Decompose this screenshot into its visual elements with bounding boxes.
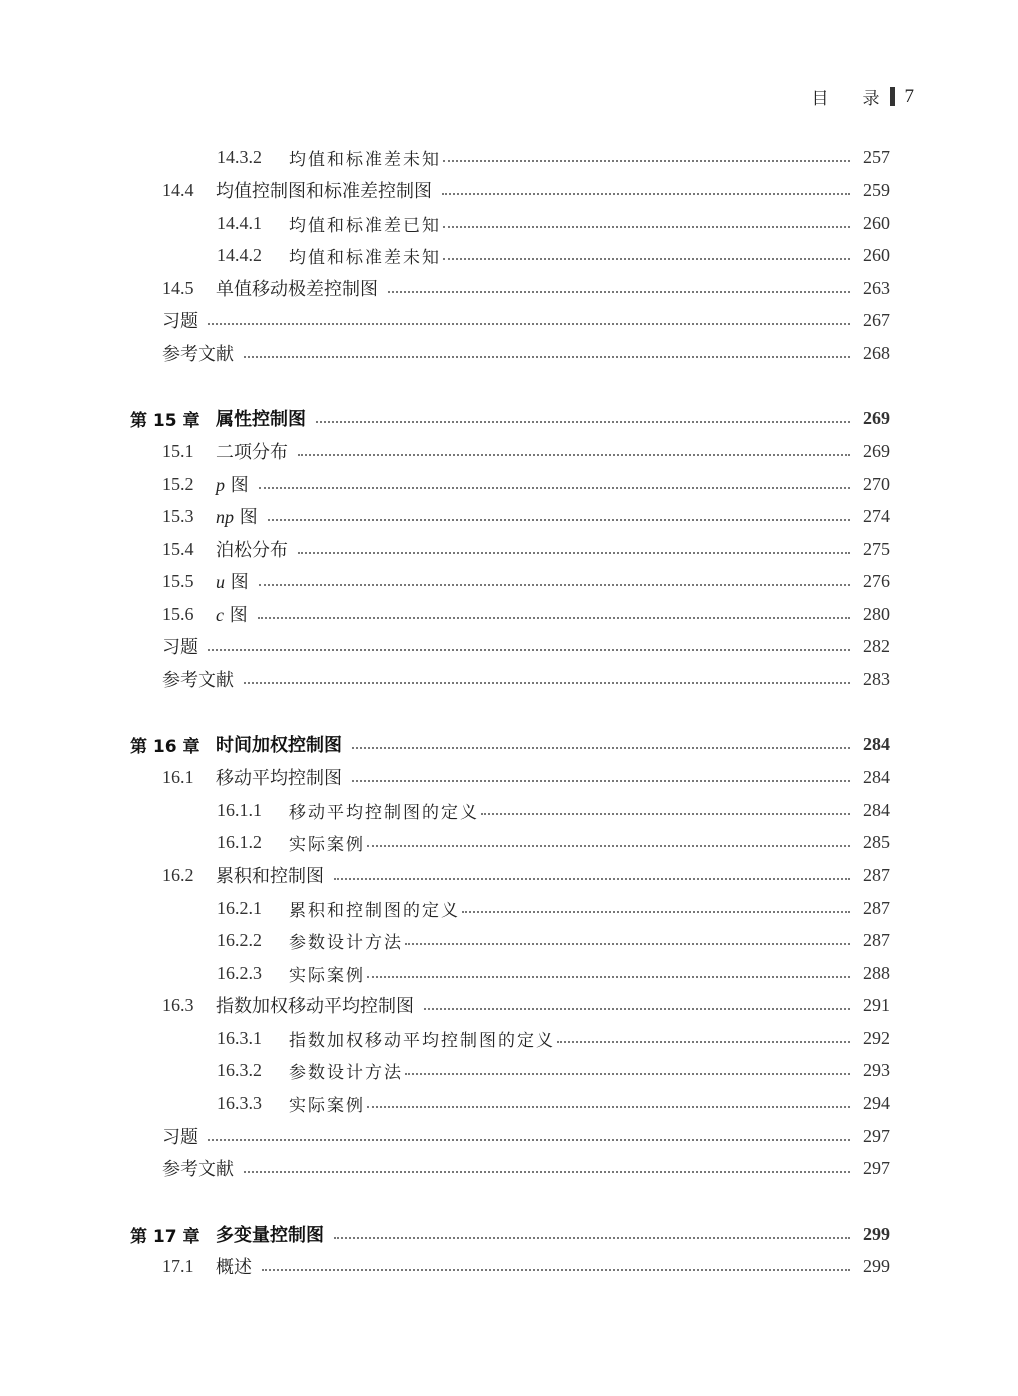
toc-dot-leader — [262, 1269, 850, 1271]
toc-dot-leader — [424, 1008, 850, 1010]
toc-entry-page: 283 — [863, 668, 890, 689]
header-divider-bar — [890, 87, 895, 106]
toc-dot-leader — [367, 1106, 850, 1108]
toc-entry-title — [162, 666, 234, 692]
toc-entry[interactable] — [162, 634, 890, 658]
toc-entry-number: 15.2 — [162, 473, 194, 494]
toc-dot-leader — [316, 421, 850, 423]
toc-entry-number: 15.5 — [162, 570, 194, 591]
toc-entry-title-text: 实际案例 — [289, 834, 365, 855]
toc-dot-leader — [367, 845, 850, 847]
toc-entry-page: 292 — [863, 1027, 890, 1048]
toc-entry-title — [216, 992, 414, 1018]
toc-entry-title-text: 均值控制图和标准差控制图 — [216, 181, 432, 202]
toc-entry-page: 270 — [863, 473, 890, 494]
toc-entry-title — [162, 307, 198, 333]
toc-entry[interactable] — [162, 1124, 890, 1148]
toc-entry-title-text: 参数设计方法 — [289, 1062, 403, 1083]
running-header — [812, 84, 915, 109]
toc-entry-page: 259 — [863, 179, 890, 200]
toc-entry-title — [162, 1155, 234, 1181]
toc-entry-title-text: 属性控制图 — [216, 409, 306, 430]
toc-entry-title — [289, 145, 441, 170]
toc-entry-page: 287 — [863, 929, 890, 950]
toc-entry[interactable] — [217, 1026, 890, 1050]
toc-dot-leader — [334, 878, 850, 880]
header-page-number: 7 — [904, 85, 914, 107]
toc-dot-leader — [244, 356, 850, 358]
toc-entry-title — [216, 536, 288, 562]
toc-entry-number: 16.3 — [162, 994, 194, 1015]
toc-entry-page: 276 — [863, 570, 890, 591]
toc-entry-number: 15.4 — [162, 538, 194, 559]
toc-entry-title — [162, 633, 198, 659]
toc-entry-page: 284 — [863, 799, 890, 820]
toc-entry-title — [216, 862, 324, 888]
toc-dot-leader — [462, 911, 850, 913]
toc-entry[interactable] — [217, 211, 890, 235]
toc-entry-title-text: 移动平均控制图的定义 — [289, 802, 479, 823]
toc-entry-title-text: 指数加权移动平均控制图的定义 — [289, 1030, 555, 1051]
toc-dot-leader — [443, 226, 850, 228]
toc-dot-leader — [367, 976, 850, 978]
toc-entry-title-text: 时间加权控制图 — [216, 735, 342, 756]
toc-entry-page: 288 — [863, 962, 890, 983]
toc-entry-title-text: 图 — [229, 605, 248, 626]
toc-entry-page: 284 — [863, 733, 890, 754]
toc-entry-page: 297 — [863, 1157, 890, 1178]
toc-entry-title-text: 单值移动极差控制图 — [216, 279, 378, 300]
toc-entry-title — [289, 798, 479, 823]
toc-entry-variable: p — [216, 475, 225, 495]
toc-entry-title — [162, 1123, 198, 1149]
toc-entry-number: 16.2.1 — [217, 897, 262, 918]
toc-entry-page: 293 — [863, 1059, 890, 1080]
toc-entry-page: 291 — [863, 994, 890, 1015]
toc-entry-title — [216, 1253, 252, 1279]
toc-entry-title-text: 图 — [239, 507, 258, 528]
toc-entry[interactable] — [217, 145, 890, 169]
toc-entry-number: 14.4.2 — [217, 244, 262, 265]
toc-entry-number: 16.1.1 — [217, 799, 262, 820]
toc-entry-page: 297 — [863, 1125, 890, 1146]
toc-entry[interactable] — [217, 896, 890, 920]
toc-entry-number: 14.4.1 — [217, 212, 262, 233]
toc-dot-leader — [244, 1171, 850, 1173]
toc-entry-title-text: 参考文献 — [162, 670, 234, 691]
toc-entry-number: 第 17 章 — [130, 1226, 200, 1247]
toc-entry-number: 16.2.2 — [217, 929, 262, 950]
toc-entry-title — [289, 1058, 403, 1083]
toc-entry[interactable] — [217, 243, 890, 267]
toc-entry[interactable] — [162, 472, 890, 496]
toc-entry-title-text: 二项分布 — [216, 442, 288, 463]
toc-entry-page: 280 — [863, 603, 890, 624]
toc-entry-title-text: 实际案例 — [289, 965, 365, 986]
toc-entry-number: 14.3.2 — [217, 146, 262, 167]
toc-entry-number: 16.3.2 — [217, 1059, 262, 1080]
header-title-char-2: 录 — [862, 89, 880, 109]
toc-entry-title-text: 泊松分布 — [216, 540, 288, 561]
toc-entry-page: 269 — [863, 407, 890, 428]
toc-entry-title-text: 图 — [230, 572, 249, 593]
toc-entry-title — [216, 503, 258, 529]
toc-entry-title-text: 均值和标准差未知 — [289, 149, 441, 170]
toc-entry-title — [216, 275, 378, 301]
toc-entry-title — [216, 177, 432, 203]
toc-entry[interactable] — [162, 178, 890, 202]
toc-entry-page: 257 — [863, 146, 890, 167]
toc-entry[interactable] — [217, 798, 890, 822]
toc-dot-leader — [352, 747, 850, 749]
toc-dot-leader — [259, 584, 850, 586]
toc-entry-page: 299 — [863, 1223, 890, 1244]
toc-entry-title — [216, 471, 249, 497]
toc-entry-page: 282 — [863, 635, 890, 656]
toc-entry-number: 15.6 — [162, 603, 194, 624]
toc-entry[interactable] — [217, 1058, 890, 1082]
toc-entry-number: 15.1 — [162, 440, 194, 461]
toc-entry-page: 267 — [863, 309, 890, 330]
toc-entry-page: 275 — [863, 538, 890, 559]
toc-entry-title — [216, 1221, 324, 1247]
toc-entry[interactable] — [162, 602, 890, 626]
toc-dot-leader — [405, 943, 850, 945]
toc-entry-title-text: 习题 — [162, 311, 198, 332]
toc-dot-leader — [405, 1073, 850, 1075]
toc-entry-title-text: 图 — [230, 475, 249, 496]
toc-entry-title-text: 参考文献 — [162, 1159, 234, 1180]
toc-entry-title — [216, 601, 248, 627]
toc-entry[interactable] — [217, 830, 890, 854]
toc-entry[interactable] — [130, 406, 890, 430]
toc-dot-leader — [352, 780, 850, 782]
toc-entry[interactable] — [130, 1222, 890, 1246]
toc-entry[interactable] — [162, 504, 890, 528]
toc-entry-number: 16.2.3 — [217, 962, 262, 983]
toc-entry-title — [289, 1026, 555, 1051]
toc-dot-leader — [481, 813, 850, 815]
toc-entry-variable: c — [216, 605, 224, 625]
toc-dot-leader — [244, 682, 850, 684]
toc-entry-title-text: 累积和控制图 — [216, 866, 324, 887]
toc-entry[interactable] — [217, 1091, 890, 1115]
toc-entry[interactable] — [162, 308, 890, 332]
toc-entry-title-text: 参数设计方法 — [289, 932, 403, 953]
toc-entry-title — [216, 764, 342, 790]
toc-dot-leader — [442, 193, 850, 195]
toc-entry-variable: u — [216, 572, 225, 592]
toc-entry[interactable] — [217, 928, 890, 952]
toc-entry-title — [289, 830, 365, 855]
toc-entry-title — [216, 731, 342, 757]
toc-dot-leader — [258, 617, 850, 619]
toc-entry[interactable] — [162, 667, 890, 691]
toc-entry-page: 284 — [863, 766, 890, 787]
toc-entry-number: 14.5 — [162, 277, 194, 298]
toc-entry-title — [289, 243, 441, 268]
toc-entry-title — [289, 1091, 365, 1116]
toc-entry-title-text: 累积和控制图的定义 — [289, 900, 460, 921]
toc-entry-title-text: 参考文献 — [162, 344, 234, 365]
toc-dot-leader — [443, 258, 850, 260]
toc-entry-number: 第 16 章 — [130, 736, 200, 757]
toc-entry-title — [289, 961, 365, 986]
toc-entry[interactable] — [162, 1254, 890, 1278]
toc-entry-title-text: 均值和标准差已知 — [289, 215, 441, 236]
toc-entry-page: 260 — [863, 212, 890, 233]
toc-dot-leader — [268, 519, 850, 521]
toc-dot-leader — [208, 323, 850, 325]
header-title — [812, 84, 880, 109]
toc-entry-page: 294 — [863, 1092, 890, 1113]
toc-entry-page: 274 — [863, 505, 890, 526]
toc-entry-page: 285 — [863, 831, 890, 852]
toc-entry-page: 269 — [863, 440, 890, 461]
toc-entry-page: 287 — [863, 897, 890, 918]
toc-entry-title — [289, 211, 441, 236]
toc-entry[interactable] — [130, 732, 890, 756]
toc-dot-leader — [388, 291, 850, 293]
toc-dot-leader — [298, 552, 850, 554]
toc-entry-title-text: 移动平均控制图 — [216, 768, 342, 789]
toc-entry-title-text: 习题 — [162, 1127, 198, 1148]
toc-entry[interactable] — [162, 765, 890, 789]
toc-entry-number: 16.1.2 — [217, 831, 262, 852]
toc-entry-title — [289, 928, 403, 953]
toc-entry-title — [162, 340, 234, 366]
toc-entry-number: 15.3 — [162, 505, 194, 526]
toc-entry-page: 260 — [863, 244, 890, 265]
toc-entry-number: 16.3.1 — [217, 1027, 262, 1048]
toc-entry[interactable] — [162, 569, 890, 593]
toc-entry-title-text: 均值和标准差未知 — [289, 247, 441, 268]
toc-dot-leader — [334, 1237, 850, 1239]
toc-entry-title-text: 指数加权移动平均控制图 — [216, 996, 414, 1017]
toc-entry-title-text: 多变量控制图 — [216, 1225, 324, 1246]
toc-entry-number: 16.1 — [162, 766, 194, 787]
toc-entry-title-text: 概述 — [216, 1257, 252, 1278]
toc-dot-leader — [259, 487, 850, 489]
toc-entry-title — [216, 568, 249, 594]
toc-entry[interactable] — [162, 341, 890, 365]
toc-entry-number: 17.1 — [162, 1255, 194, 1276]
toc-entry-number: 第 15 章 — [130, 410, 200, 431]
toc-entry[interactable] — [162, 863, 890, 887]
toc-dot-leader — [208, 1139, 850, 1141]
toc-dot-leader — [298, 454, 850, 456]
toc-entry-number: 16.3.3 — [217, 1092, 262, 1113]
toc-entry[interactable] — [217, 961, 890, 985]
toc-entry-title-text: 习题 — [162, 637, 198, 658]
toc-entry-page: 268 — [863, 342, 890, 363]
toc-entry-title — [216, 405, 306, 431]
toc-entry[interactable] — [162, 439, 890, 463]
toc-entry-variable: np — [216, 507, 234, 527]
toc-entry-title-text: 实际案例 — [289, 1095, 365, 1116]
toc-entry[interactable] — [162, 276, 890, 300]
toc-entry-title — [216, 438, 288, 464]
toc-entry-number: 16.2 — [162, 864, 194, 885]
toc-dot-leader — [443, 160, 850, 162]
toc-entry[interactable] — [162, 537, 890, 561]
toc-entry[interactable] — [162, 993, 890, 1017]
toc-entry-number: 14.4 — [162, 179, 194, 200]
toc-entry-page: 287 — [863, 864, 890, 885]
toc-dot-leader — [208, 649, 850, 651]
toc-entry[interactable] — [162, 1156, 890, 1180]
toc-entry-page: 263 — [863, 277, 890, 298]
toc-entry-title — [289, 896, 460, 921]
toc-dot-leader — [557, 1041, 850, 1043]
header-title-char-1: 目 — [811, 89, 829, 109]
toc-entry-page: 299 — [863, 1255, 890, 1276]
